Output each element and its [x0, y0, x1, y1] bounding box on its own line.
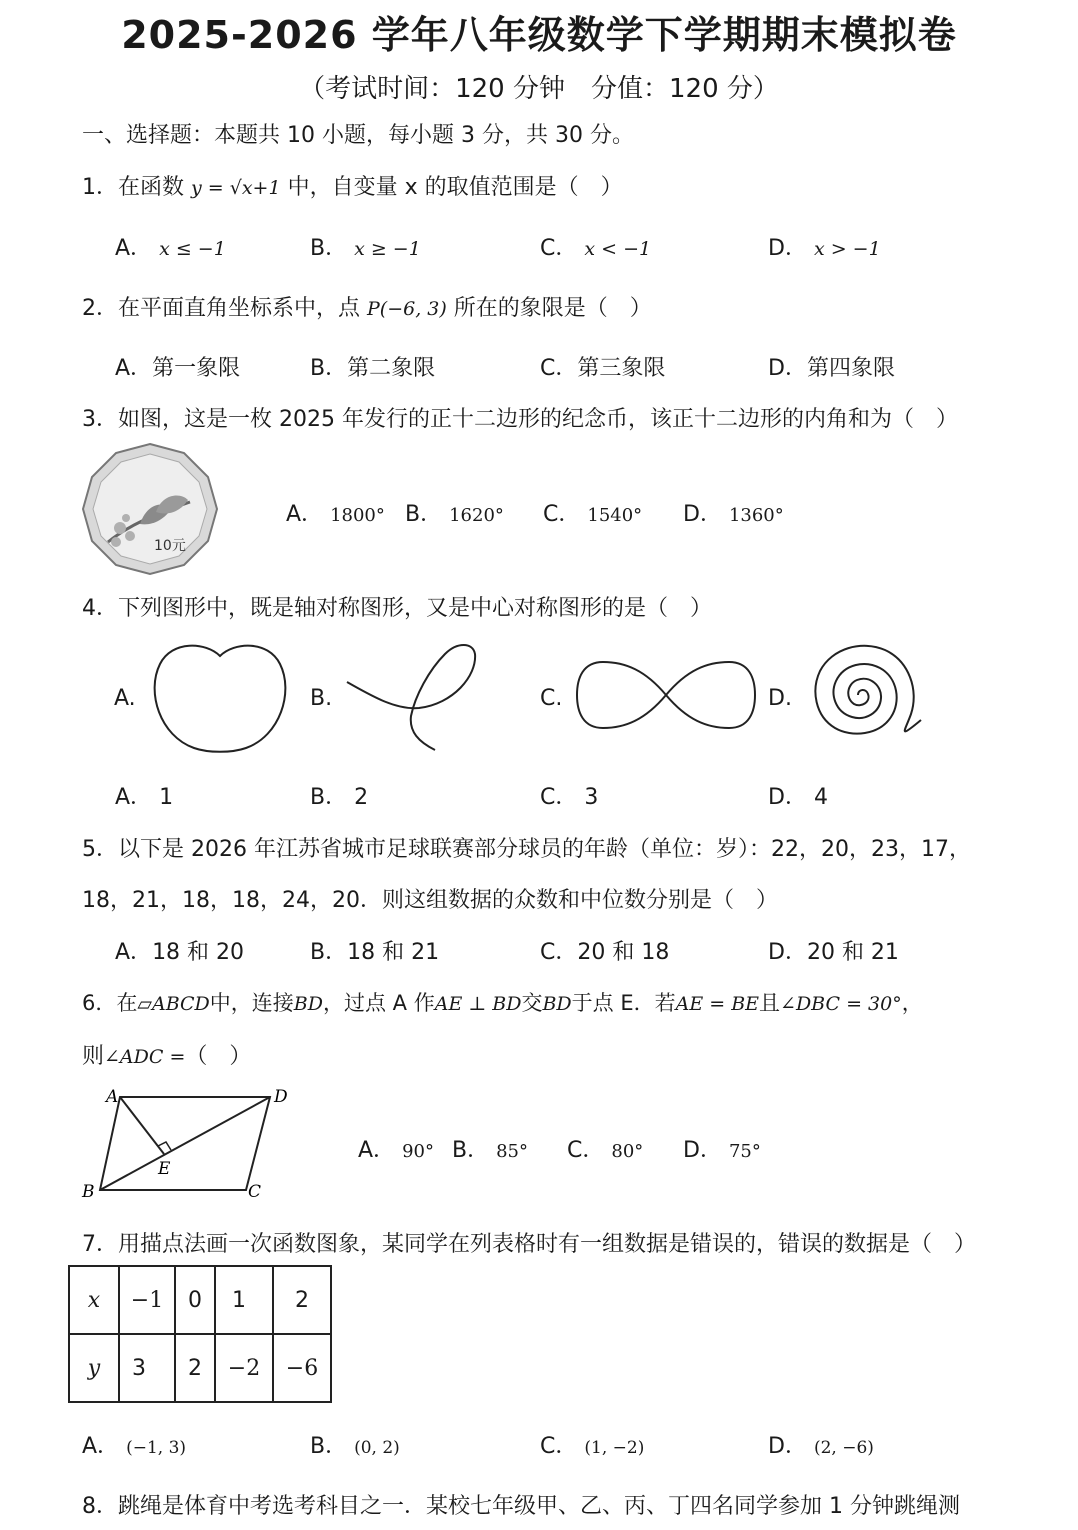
- vertex-c-label: C: [248, 1182, 262, 1202]
- q2-option-d[interactable]: [768, 351, 895, 382]
- option-letter: D．: [768, 1434, 807, 1459]
- question-4: 4．下列图形中，既是轴对称图形，又是中心对称图形的是（ ）: [82, 596, 712, 621]
- table-row-x: [69, 1266, 331, 1334]
- table-cell: 3: [119, 1334, 175, 1402]
- option-letter: D．: [768, 940, 807, 965]
- q6-text: 于点 E．若: [571, 991, 676, 1015]
- option-value: 1360°: [728, 505, 784, 526]
- q6-math: BD: [293, 993, 323, 1015]
- option-value: 1800°: [330, 505, 385, 526]
- option-letter: B．: [310, 940, 348, 965]
- q1-option-b[interactable]: [310, 231, 421, 262]
- option-letter: B．: [310, 785, 348, 810]
- q6-text: 则: [82, 1044, 105, 1069]
- figure-label-b: B.: [310, 686, 333, 711]
- q6-text: ，: [901, 991, 923, 1015]
- page-subtitle: （考试时间：120 分钟 分值：120 分）: [299, 74, 779, 104]
- option-value: x ≤ −1: [159, 238, 226, 260]
- option-letter: A．: [358, 1138, 396, 1163]
- q6-text: ，过点 A 作: [323, 991, 435, 1015]
- q1-option-c[interactable]: [540, 231, 651, 262]
- q6-math: AE ⊥ BD: [434, 993, 522, 1015]
- option-letter: B．: [405, 502, 443, 527]
- option-value: 20 和 18: [577, 940, 670, 965]
- q6-math: ▱ABCD: [137, 993, 210, 1015]
- option-letter: C．: [540, 785, 578, 810]
- option-value: 18 和 21: [347, 940, 440, 965]
- option-letter: C．: [543, 502, 581, 527]
- question-6-line-1: [82, 987, 923, 1017]
- option-letter: D．: [768, 356, 807, 381]
- q6-option-c[interactable]: [567, 1133, 643, 1164]
- option-value: 第三象限: [577, 356, 666, 381]
- option-letter: A．: [115, 785, 153, 810]
- q6-text: （ ）: [185, 1044, 252, 1069]
- table-cell: −2: [215, 1334, 273, 1402]
- table-cell: 2: [273, 1266, 331, 1334]
- option-value: 3: [584, 785, 599, 810]
- option-letter: B．: [310, 236, 348, 261]
- parallelogram-diagram: [78, 1082, 298, 1207]
- q2-suffix: 所在的象限是（ ）: [453, 296, 652, 321]
- figure-c-infinity-curve: [575, 660, 757, 730]
- option-letter: A．: [82, 1434, 120, 1459]
- q5-option-a[interactable]: [115, 935, 244, 966]
- table-cell: 1: [215, 1266, 273, 1334]
- option-letter: C．: [567, 1138, 605, 1163]
- option-value: 4: [813, 785, 828, 810]
- option-value: 第四象限: [806, 356, 895, 381]
- q3-option-b[interactable]: [405, 497, 504, 528]
- vertex-b-label: B: [82, 1182, 95, 1202]
- option-letter: D．: [683, 1138, 722, 1163]
- q2-option-a[interactable]: [115, 351, 240, 382]
- q2-option-c[interactable]: [540, 351, 665, 382]
- value-table: [68, 1265, 332, 1403]
- q1-suffix: 中，自变量 x 的取值范围是（ ）: [287, 175, 623, 200]
- q1-prefix: 1．在函数: [82, 175, 184, 200]
- q2-prefix: 2．在平面直角坐标系中，点: [82, 296, 360, 321]
- q6-option-b[interactable]: [452, 1133, 528, 1164]
- option-value: (1, −2): [584, 1438, 645, 1458]
- page-title: 2025-2026 学年八年级数学下学期期末模拟卷: [121, 13, 957, 57]
- coin-label: 10元: [154, 538, 186, 554]
- option-value: 1540°: [587, 505, 643, 526]
- q4-option-c[interactable]: [540, 780, 598, 811]
- vertex-d-label: D: [274, 1087, 288, 1107]
- table-cell: 0: [175, 1266, 215, 1334]
- question-8: 8．跳绳是体育中考选考科目之一．某校七年级甲、乙、丙、丁四名同学参加 1 分钟跳绳测: [82, 1494, 960, 1519]
- option-letter: D．: [768, 236, 807, 261]
- q6-math: ∠ADC =: [104, 1046, 186, 1068]
- table-cell: −1: [119, 1266, 175, 1334]
- question-2: [82, 291, 652, 322]
- vertex-a-label: A: [106, 1087, 119, 1107]
- q7-option-b[interactable]: [310, 1429, 400, 1460]
- q4-option-b[interactable]: [310, 780, 368, 811]
- option-value: x < −1: [584, 238, 652, 260]
- figure-a-heart-shape: [150, 640, 290, 755]
- table-cell: x: [69, 1266, 119, 1334]
- table-cell: 2: [175, 1334, 215, 1402]
- q6-text: 中，连接: [209, 991, 294, 1015]
- option-value: x ≥ −1: [354, 238, 421, 260]
- q1-option-a[interactable]: [115, 231, 226, 262]
- q7-option-c[interactable]: [540, 1429, 644, 1460]
- commemorative-coin-image: [80, 442, 220, 576]
- q5-option-b[interactable]: [310, 935, 439, 966]
- q5-option-c[interactable]: [540, 935, 669, 966]
- q5-option-d[interactable]: [768, 935, 899, 966]
- section-heading: 一、选择题：本题共 10 小题，每小题 3 分，共 30 分。: [82, 123, 634, 148]
- q2-point: P(−6, 3): [367, 298, 447, 320]
- option-letter: A．: [115, 356, 153, 381]
- q6-option-a[interactable]: [358, 1133, 434, 1164]
- option-letter: A．: [115, 236, 153, 261]
- q3-option-c[interactable]: [543, 497, 642, 528]
- table-cell: −6: [273, 1334, 331, 1402]
- table-cell: y: [69, 1334, 119, 1402]
- option-value: 1620°: [449, 505, 504, 526]
- q7-option-a[interactable]: [82, 1429, 186, 1460]
- option-value: 18 和 20: [152, 940, 245, 965]
- option-value: 75°: [728, 1141, 761, 1162]
- option-letter: D．: [768, 785, 807, 810]
- table-row-y: [69, 1334, 331, 1402]
- option-letter: C．: [540, 940, 578, 965]
- q6-math: BD: [542, 993, 572, 1015]
- option-value: (−1, 3): [126, 1438, 187, 1458]
- option-letter: D．: [683, 502, 722, 527]
- question-1: [82, 170, 623, 201]
- option-value: (0, 2): [354, 1438, 400, 1458]
- figure-label-a: A.: [114, 686, 136, 711]
- option-letter: B．: [310, 356, 348, 381]
- option-letter: B．: [452, 1138, 490, 1163]
- option-letter: A．: [115, 940, 153, 965]
- q4-option-a[interactable]: [115, 780, 173, 811]
- option-value: 1: [159, 785, 174, 810]
- option-letter: C．: [540, 356, 578, 381]
- q1-formula: y = √x+1: [191, 177, 281, 199]
- question-7: 7．用描点法画一次函数图象，某同学在列表格时有一组数据是错误的，错误的数据是（ ）: [82, 1232, 977, 1257]
- q6-option-d[interactable]: [683, 1133, 761, 1164]
- question-3: 3．如图，这是一枚 2025 年发行的正十二边形的纪念币，该正十二边形的内角和为（ ）: [82, 407, 958, 432]
- q1-option-d[interactable]: [768, 231, 881, 262]
- option-letter: A．: [286, 502, 324, 527]
- option-value: 85°: [496, 1141, 528, 1162]
- option-value: 90°: [402, 1141, 434, 1162]
- figure-d-spiral: [805, 640, 925, 755]
- option-letter: B．: [310, 1434, 348, 1459]
- option-letter: C．: [540, 1434, 578, 1459]
- option-value: 2: [354, 785, 369, 810]
- option-letter: C．: [540, 236, 578, 261]
- figure-label-d: D.: [768, 686, 792, 711]
- option-value: 80°: [611, 1141, 644, 1162]
- question-5-line-2: 18，21，18，18，24，20．则这组数据的众数和中位数分别是（ ）: [82, 888, 778, 913]
- q3-option-d[interactable]: [683, 497, 784, 528]
- q4-option-d[interactable]: [768, 780, 828, 811]
- question-6-line-2: [82, 1039, 251, 1070]
- q6-text: 交: [521, 991, 543, 1015]
- q7-option-d[interactable]: [768, 1429, 874, 1460]
- option-value: 第二象限: [347, 356, 436, 381]
- option-value: x > −1: [813, 238, 881, 260]
- q6-math: ∠DBC = 30°: [780, 993, 902, 1015]
- q6-math: AE = BE: [675, 993, 760, 1015]
- question-5-line-1: 5．以下是 2026 年江苏省城市足球联赛部分球员的年龄（单位：岁）：22，20，23，17，: [82, 837, 971, 862]
- q2-option-b[interactable]: [310, 351, 435, 382]
- q6-text: 6．在: [82, 991, 138, 1015]
- q6-text: 且: [759, 991, 781, 1015]
- q3-option-a[interactable]: [286, 497, 385, 528]
- option-value: 20 和 21: [806, 940, 899, 965]
- figure-b-loop-curve: [345, 640, 485, 755]
- option-value: (2, −6): [813, 1438, 874, 1458]
- point-e-label: E: [158, 1159, 171, 1179]
- figure-label-c: C.: [540, 686, 563, 711]
- option-value: 第一象限: [152, 356, 241, 381]
